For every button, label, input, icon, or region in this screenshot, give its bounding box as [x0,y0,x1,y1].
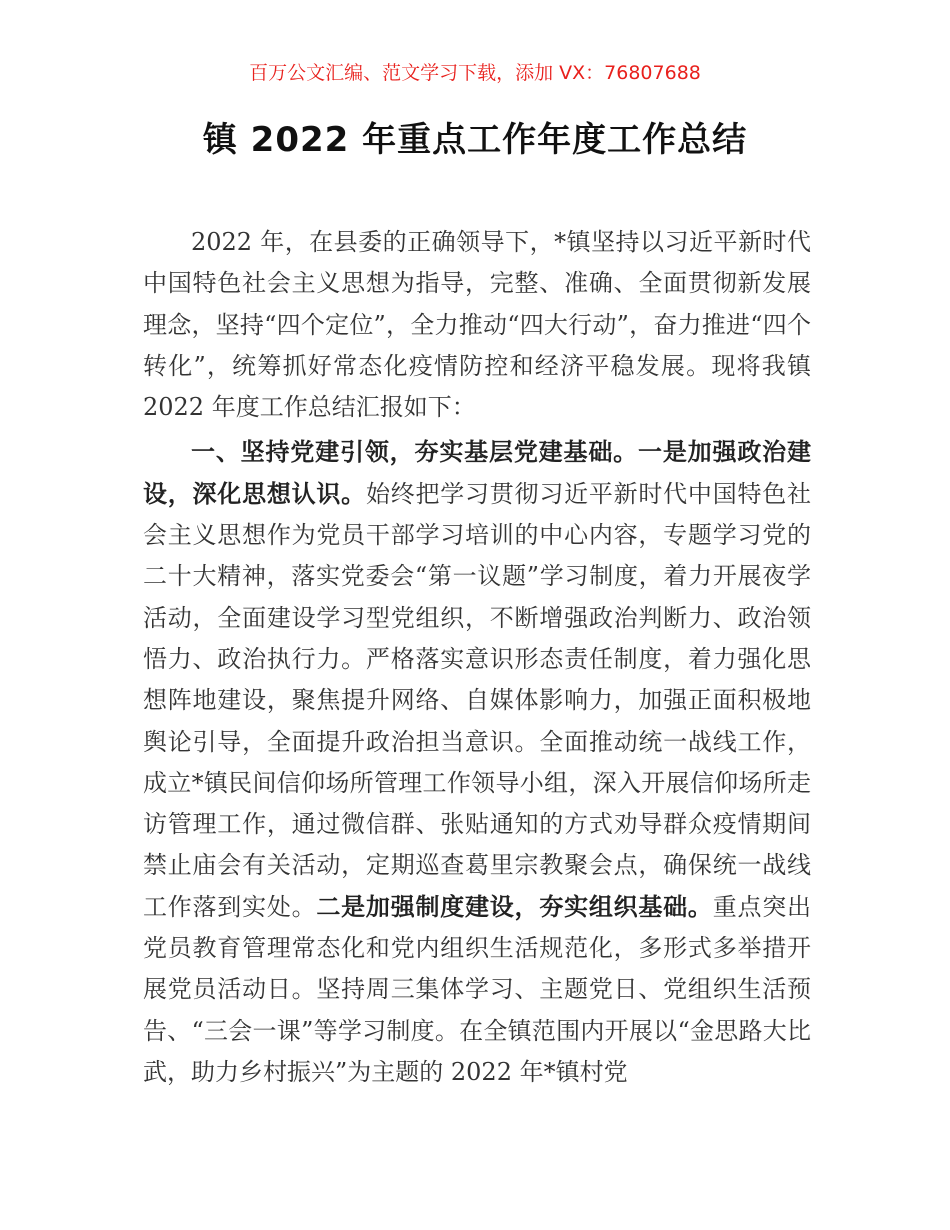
intro-paragraph: 2022 年，在县委的正确领导下，*镇坚持以习近平新时代中国特色社会主义思想为指导，完整、准确、全面贯彻新发展理念，坚持“四个定位”，全力推动“四大行动”，奋力推进“四个转化”，统筹抓好常态化疫情防控和经济平稳发展。现将我镇 2022 年度工作总结汇报如下： [143,228,811,422]
document-title: 镇 2022 年重点工作年度工作总结 [202,120,748,160]
document-body [143,222,811,1093]
header-note: 百万公文汇编、范文学习下载，添加 VX：76807688 [249,62,701,84]
section-1-paragraph [143,432,811,1093]
section-1-sub1-text: 始终把学习贯彻习近平新时代中国特色社会主义思想作为党员干部学习培训的中心内容，专题学习党的二十大精神，落实党委会“第一议题”学习制度，着力开展夜学活动，全面建设学习型党组织，不断增强政治判断力、政治领悟力、政治执行力。严格落实意识形态责任制度，着力强化思想阵地建设，聚焦提升网络、自媒体影响力，加强正面积极地舆论引导，全面提升政治担当意识。全面推动统一战线工作，成立*镇民间信仰场所管理工作领导小组，深入开展信仰场所走访管理工作，通过微信群、张贴通知的方式劝导群众疫情期间禁止庙会有关活动，定期巡查葛里宗教聚会点，确保统一战线工作落到实处。 [143,479,812,921]
section-1-sub2-text: 重点突出党员教育管理常态化和党内组织生活规范化，多形式多举措开展党员活动日。坚持周三集体学习、主题党日、党组织生活预告、“三会一课”等学习制度。在全镇范围内开展以“金思路大比武，助力乡村振兴”为主题的 2022 年*镇村党 [143,892,812,1086]
section-1-heading: 一、坚持党建引领，夯实基层党建基础。 [191,438,638,467]
section-1-sub1-heading: 一是加强政治建设，深化思想认识。 [143,438,811,508]
section-1-sub2-heading: 二是加强制度建设，夯实组织基础。 [316,892,713,921]
